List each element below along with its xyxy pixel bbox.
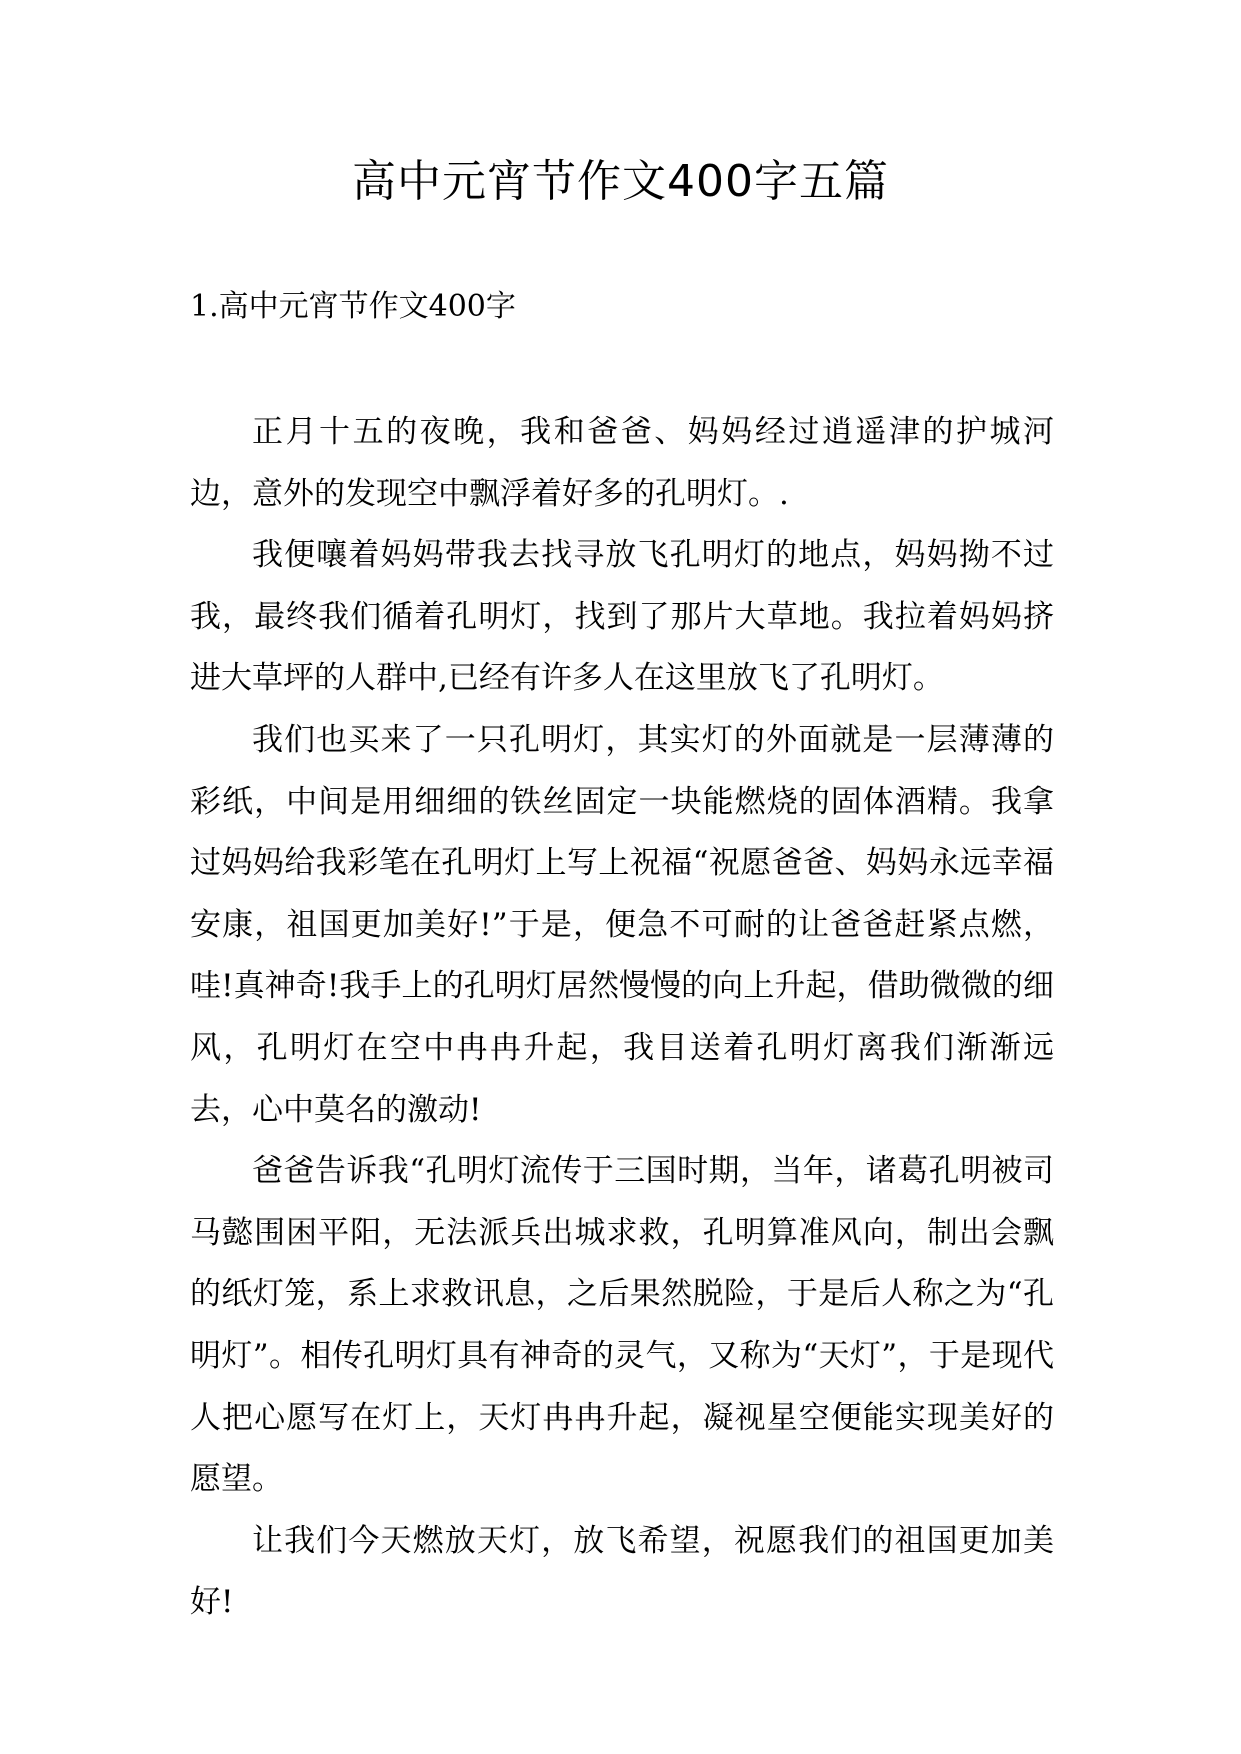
paragraph: 让我们今天燃放天灯，放飞希望，祝愿我们的祖国更加美好! — [190, 1522, 1054, 1621]
essay-body — [190, 402, 1054, 1634]
paragraph: 正月十五的夜晚，我和爸爸、妈妈经过逍遥津的护城河边，意外的发现空中飘浮着好多的孔明灯。. — [190, 414, 1054, 512]
document-title: 高中元宵节作文400字五篇 — [352, 156, 889, 207]
paragraph: 我们也买来了一只孔明灯，其实灯的外面就是一层薄薄的彩纸，中间是用细细的铁丝固定一块能燃烧的固体酒精。我拿过妈妈给我彩笔在孔明灯上写上祝福“祝愿爸爸、妈妈永远幸福安康，祖国更加美好!”于是，便急不可耐的让爸爸赶紧点燃，哇!真神奇!我手上的孔明灯居然慢慢的向上升起，借助微微的细风，孔明灯在空中冉冉升起，我目送着孔明灯离我们渐渐远去，心中莫名的激动! — [190, 721, 1054, 1128]
paragraph: 爸爸告诉我“孔明灯流传于三国时期，当年，诸葛孔明被司马懿围困平阳，无法派兵出城求救，孔明算准风向，制出会飘的纸灯笼，系上求救讯息，之后果然脱险，于是后人称之为“孔明灯”。相传孔明灯具有神奇的灵气，又称为“天灯”，于是现代人把心愿写在灯上，天灯冉冉升起，凝视星空便能实现美好的愿望。 — [190, 1153, 1054, 1498]
section-heading: 1.高中元宵节作文400字 — [190, 289, 516, 324]
paragraph: 我便嚷着妈妈带我去找寻放飞孔明灯的地点，妈妈拗不过我，最终我们循着孔明灯，找到了那片大草地。我拉着妈妈挤进大草坪的人群中,已经有许多人在这里放飞了孔明灯。 — [190, 537, 1054, 697]
